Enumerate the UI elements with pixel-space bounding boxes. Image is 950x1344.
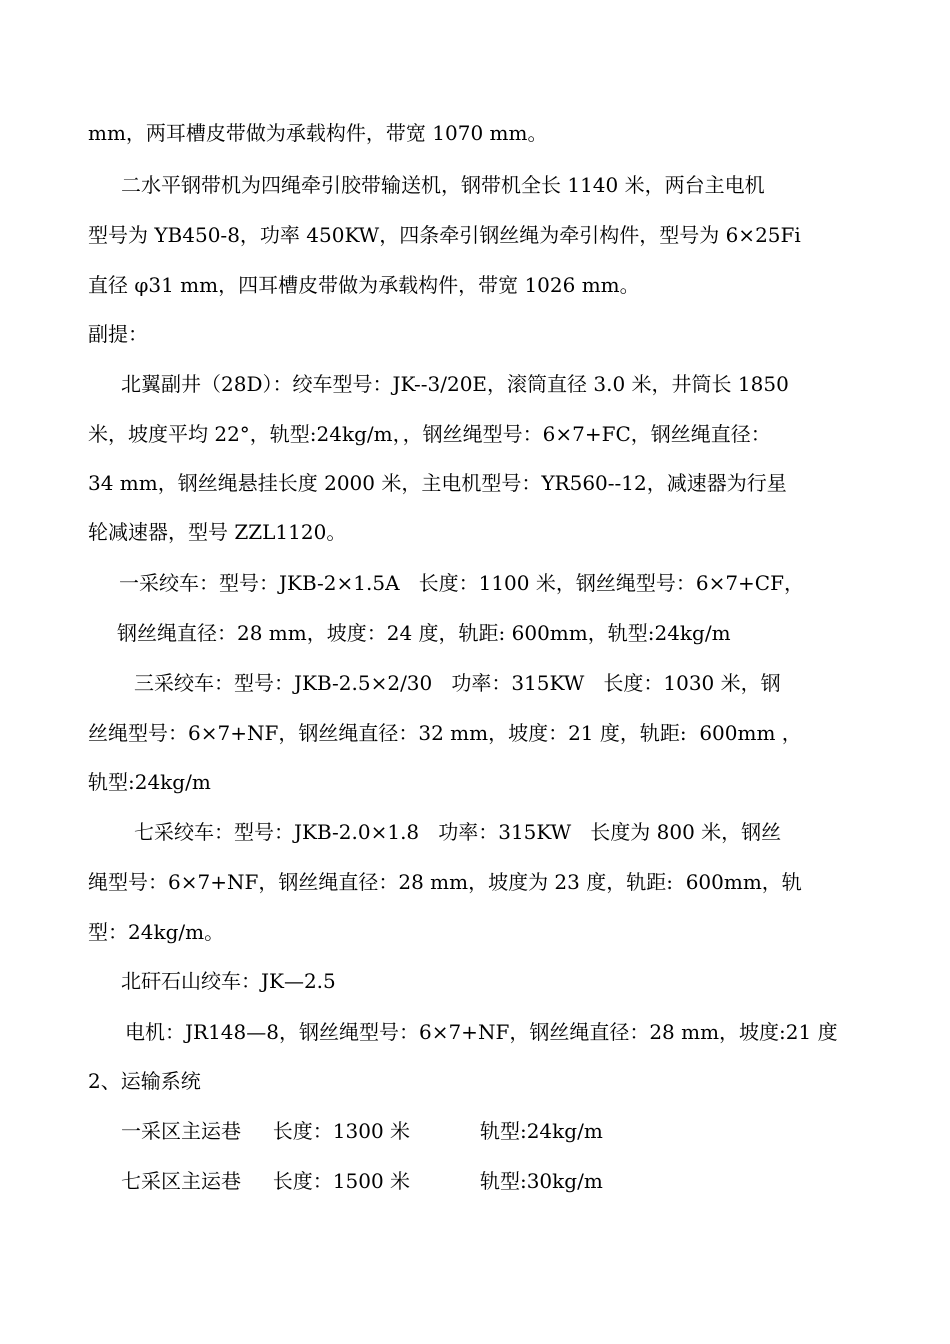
text-line-13: 丝绳型号：6×7+NF，钢丝绳直径：32 mm，坡度：21 度，轨距: 600mm ， <box>88 721 802 745</box>
text-line-5: 副提： <box>88 322 148 346</box>
text-line-18: 北矸石山绞车：JK—2.5 <box>121 969 336 993</box>
text-line-11: 钢丝绳直径：28 mm，坡度：24 度，轨距: 600mm，轨型:24kg/m <box>117 621 731 645</box>
text-line-19: 电机：JR148—8，钢丝绳型号：6×7+NF，钢丝绳直径：28 mm，坡度:21 度 <box>125 1020 838 1044</box>
text-line-12: 三采绞车：型号：JKB-2.5×2/30 功率：315KW 长度：1030 米，钢 <box>134 671 781 695</box>
text-line-9: 轮减速器，型号 ZZL1120。 <box>88 520 347 544</box>
text-line-7: 米，坡度平均 22°，轨型:24kg/m，，钢丝绳型号：6×7+FC，钢丝绳直径： <box>88 422 771 446</box>
text-line-8: 34 mm，钢丝绳悬挂长度 2000 米，主电机型号：YR560--12，减速器为行星 <box>88 471 787 495</box>
section-heading-transport: 2、运输系统 <box>88 1069 201 1093</box>
text-line-3: 型号为 YB450-8，功率 450KW，四条牵引钢丝绳为牵引构件，型号为 6×25Fi <box>88 223 801 247</box>
text-line-4: 直径 φ31 mm，四耳槽皮带做为承载构件，带宽 1026 mm。 <box>88 273 640 297</box>
text-line-21: 一采区主运巷 长度：1300 米 轨型:24kg/m <box>121 1119 603 1143</box>
text-line-2: 二水平钢带机为四绳牵引胶带输送机，钢带机全长 1140 米，两台主电机 <box>121 173 765 197</box>
text-line-16: 绳型号：6×7+NF，钢丝绳直径：28 mm，坡度为 23 度，轨距: 600mm，轨 <box>88 870 802 894</box>
text-line-1: mm，两耳槽皮带做为承载构件，带宽 1070 mm。 <box>88 121 548 145</box>
text-line-17: 型：24kg/m。 <box>88 920 225 944</box>
text-line-14: 轨型:24kg/m <box>88 770 211 794</box>
text-line-22: 七采区主运巷 长度：1500 米 轨型:30kg/m <box>121 1169 603 1193</box>
text-line-15: 七采绞车：型号：JKB-2.0×1.8 功率：315KW 长度为 800 米，钢丝 <box>134 820 782 844</box>
text-line-10: 一采绞车：型号：JKB-2×1.5A 长度：1100 米，钢丝绳型号：6×7+CF， <box>119 571 804 595</box>
text-line-6: 北翼副井（28D）：绞车型号：JK--3/20E，滚筒直径 3.0 米，井筒长 1850 <box>121 372 789 396</box>
